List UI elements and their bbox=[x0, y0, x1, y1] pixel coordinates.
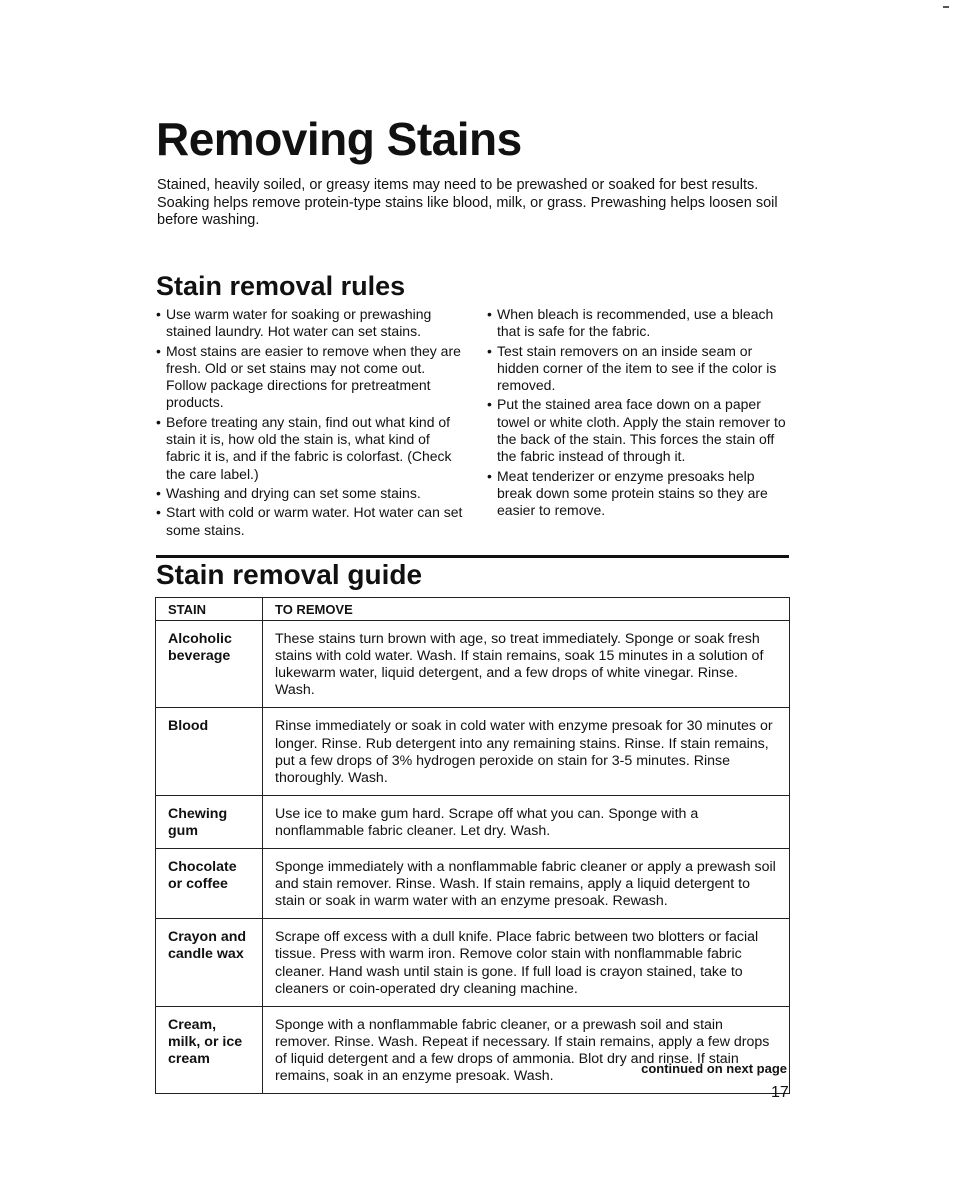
remedy-cell: Rinse immediately or soak in cold water with enzyme presoak for 30 minutes or longer. Rinse. Rub detergent into any remaining stains. Rinse. If stain remains, put a few drops of 3% hydrogen peroxide on stain for 3-5 minutes. Rinse thoroughly. Wash. bbox=[263, 708, 790, 795]
column-header-to-remove: TO REMOVE bbox=[263, 598, 790, 621]
column-header-stain: STAIN bbox=[156, 598, 263, 621]
stain-guide-table bbox=[155, 597, 790, 1094]
rule-item: • Use warm water for soaking or prewashing stained laundry. Hot water can set stains. bbox=[156, 306, 466, 341]
page-title: Removing Stains bbox=[156, 113, 522, 165]
rule-item: • Put the stained area face down on a paper towel or white cloth. Apply the stain remover to the back of the stain. This forces the stain off the fabric instead of through it. bbox=[487, 396, 792, 465]
rule-item: • Meat tenderizer or enzyme presoaks help break down some protein stains so they are easier to remove. bbox=[487, 468, 792, 520]
table-row bbox=[156, 849, 790, 919]
table-row bbox=[156, 621, 790, 708]
remedy-cell: Sponge with a nonflammable fabric cleaner, or a prewash soil and stain remover. Rinse. Wash. Repeat if necessary. If stain remains, apply a few drops of liquid detergent and a few drops of ammonia. Blot dry and rinse. If stain remains, soak in an enzyme presoak. Wash. bbox=[263, 1006, 790, 1093]
table-row bbox=[156, 708, 790, 795]
section-divider bbox=[156, 555, 789, 558]
stain-cell: Crayon and candle wax bbox=[156, 919, 263, 1006]
table-header-row bbox=[156, 598, 790, 621]
remedy-cell: Scrape off excess with a dull knife. Place fabric between two blotters or facial tissue. Press with warm iron. Remove color stain with nonflammable fabric cleaner. Hand wash until stain is gone. If full load is crayon stained, take to cleaners or coin-operated dry cleaning machine. bbox=[263, 919, 790, 1006]
remedy-cell: Sponge immediately with a nonflammable fabric cleaner or apply a prewash soil and stain remover. Rinse. Wash. If stain remains, apply a liquid detergent to stain or soak in warm water with an enzyme presoak. Rewash. bbox=[263, 849, 790, 919]
scan-mark bbox=[943, 6, 949, 8]
intro-paragraph: Stained, heavily soiled, or greasy items may need to be prewashed or soaked for best results. Soaking helps remove protein-type stains like blood, milk, or grass. Prewashing helps loosen soil before washing. bbox=[157, 177, 778, 228]
stain-cell: Chewing gum bbox=[156, 795, 263, 848]
rule-item: • Start with cold or warm water. Hot water can set some stains. bbox=[156, 504, 466, 539]
rule-item: • When bleach is recommended, use a bleach that is safe for the fabric. bbox=[487, 306, 792, 341]
stain-cell: Cream, milk, or ice cream bbox=[156, 1006, 263, 1093]
rules-heading: Stain removal rules bbox=[156, 271, 406, 301]
page-number: 17 bbox=[771, 1084, 789, 1101]
table-row bbox=[156, 795, 790, 848]
rules-list-right bbox=[487, 306, 792, 522]
stain-cell: Alcoholic beverage bbox=[156, 621, 263, 708]
remedy-cell: Use ice to make gum hard. Scrape off what you can. Sponge with a nonflammable fabric cleaner. Let dry. Wash. bbox=[263, 795, 790, 848]
table-row bbox=[156, 1006, 790, 1093]
continued-note: continued on next page bbox=[641, 1061, 787, 1076]
guide-heading: Stain removal guide bbox=[156, 559, 423, 590]
rule-item: • Washing and drying can set some stains. bbox=[156, 485, 466, 502]
rule-item: • Test stain removers on an inside seam or hidden corner of the item to see if the color is removed. bbox=[487, 343, 792, 395]
rules-list-left bbox=[156, 306, 466, 541]
remedy-cell: These stains turn brown with age, so treat immediately. Sponge or soak fresh stains with cold water. Wash. If stain remains, soak 15 minutes in a solution of lukewarm water, liquid detergent, and a few drops of white vinegar. Rinse. Wash. bbox=[263, 621, 790, 708]
table-row bbox=[156, 919, 790, 1006]
rule-item: • Before treating any stain, find out what kind of stain it is, how old the stain is, what kind of fabric it is, and if the fabric is colorfast. (Check the care label.) bbox=[156, 414, 466, 483]
rule-item: • Most stains are easier to remove when they are fresh. Old or set stains may not come out. Follow package directions for pretreatment products. bbox=[156, 343, 466, 412]
stain-cell: Chocolate or coffee bbox=[156, 849, 263, 919]
stain-cell: Blood bbox=[156, 708, 263, 795]
